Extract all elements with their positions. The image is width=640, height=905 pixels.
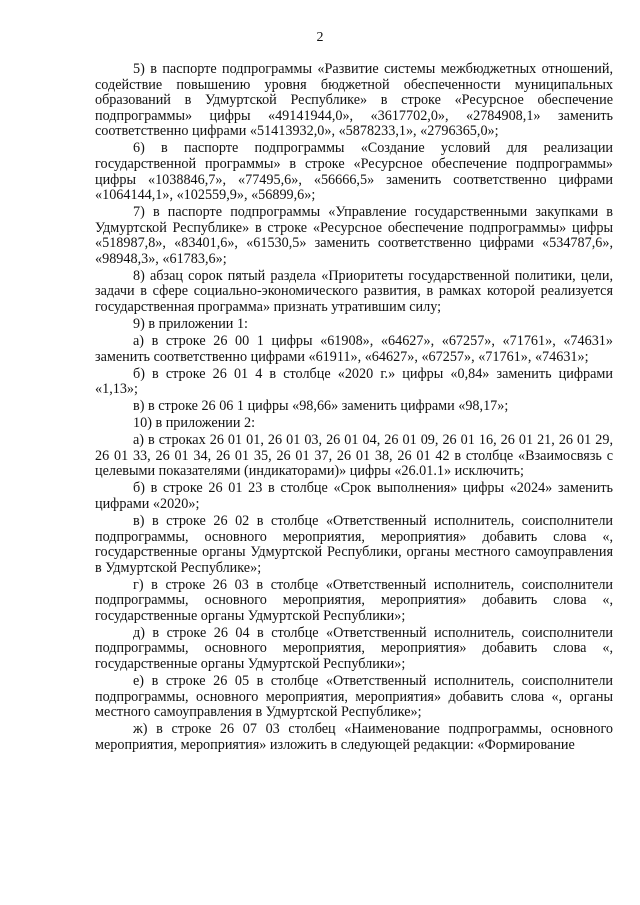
paragraph-subitem-10d: г) в строке 26 03 в столбце «Ответственный исполнитель, соисполнители подпрограммы, основного мероприятия, мероприятия» добавить слова «, государственные органы Удмуртской Республики»; xyxy=(95,576,613,624)
paragraph-subitem-10g: ж) в строке 26 07 03 столбец «Наименование подпрограммы, основного мероприятия, мероприятия» изложить в следующей редакции: «Формирование xyxy=(95,721,613,753)
paragraph-item-8: 8) абзац сорок пятый раздела «Приоритеты государственной политики, цели, задачи в сфере социально-экономического развития, в рамках которой реализуется государственная программа» признать утратившим силу; xyxy=(95,267,613,316)
paragraph-item-5: 5) в паспорте подпрограммы «Развитие системы межбюджетных отношений, содействие повышению уровня бюджетной обеспеченности муниципальных образований в Удмуртской Республике» в строке «Ресурсное обеспечение подпрограммы» цифры «49141944,0», «3617702,0», «2784908,1» заменить соответственно цифрами «51413932,0», «5878233,1», «2796365,0»; xyxy=(95,61,613,140)
paragraph-subitem-9a: а) в строке 26 00 1 цифры «61908», «64627», «67257», «71761», «74631» заменить соответственно цифрами «61911», «64627», «67257», «71761», «74631»; xyxy=(95,333,613,365)
paragraph-item-6: 6) в паспорте подпрограммы «Создание условий для реализации государственной программы» в строке «Ресурсное обеспечение подпрограммы» цифры «1038846,7», «77495,6», «56666,5» заменить соответственно цифрами «1064144,1», «102559,9», «56899,6»; xyxy=(95,140,613,204)
paragraph-item-10: 10) в приложении 2: xyxy=(133,415,256,432)
paragraph-item-7: 7) в паспорте подпрограммы «Управление государственными закупками в Удмуртской Республике» в строке «Ресурсное обеспечение подпрограммы» цифры «518987,8», «83401,6», «61530,5» заменить соответственно цифрами «534787,6», «98948,3», «61783,6»; xyxy=(95,204,613,267)
paragraph-subitem-9c: в) в строке 26 06 1 цифры «98,66» заменить цифрами «98,17»; xyxy=(133,398,509,415)
paragraph-subitem-10c: в) в строке 26 02 в столбце «Ответственный исполнитель, соисполнители подпрограммы, основного мероприятия, мероприятия» добавить слова «, государственные органы Удмуртской Республики, органы местного самоуправления в Удмуртской Республике»; xyxy=(95,512,613,576)
paragraph-subitem-10e: д) в строке 26 04 в столбце «Ответственный исполнитель, соисполнители подпрограммы, основного мероприятия, мероприятия» добавить слова «, государственные органы Удмуртской Республики»; xyxy=(95,624,613,673)
page-number: 2 xyxy=(316,30,324,45)
document-body xyxy=(95,62,613,755)
paragraph-item-9: 9) в приложении 1: xyxy=(133,316,248,333)
paragraph-subitem-10f: е) в строке 26 05 в столбце «Ответственный исполнитель, соисполнители подпрограммы, основного мероприятия, мероприятия» добавить слова «, органы местного самоуправления в Удмуртской Республике»; xyxy=(95,673,613,721)
paragraph-subitem-10b: б) в строке 26 01 23 в столбце «Срок выполнения» цифры «2024» заменить цифрами «2020»; xyxy=(95,480,613,512)
paragraph-subitem-9b: б) в строке 26 01 4 в столбце «2020 г.» цифры «0,84» заменить цифрами «1,13»; xyxy=(95,365,613,398)
paragraph-subitem-10a: а) в строках 26 01 01, 26 01 03, 26 01 04, 26 01 09, 26 01 16, 26 01 21, 26 01 29, 26 01 33, 26 01 34, 26 01 35, 26 01 37, 26 01 38, 26 01 42 в столбце «Взаимосвязь с целевыми показателями (индикаторами)» цифры «26.01.1» исключить; xyxy=(95,432,613,480)
